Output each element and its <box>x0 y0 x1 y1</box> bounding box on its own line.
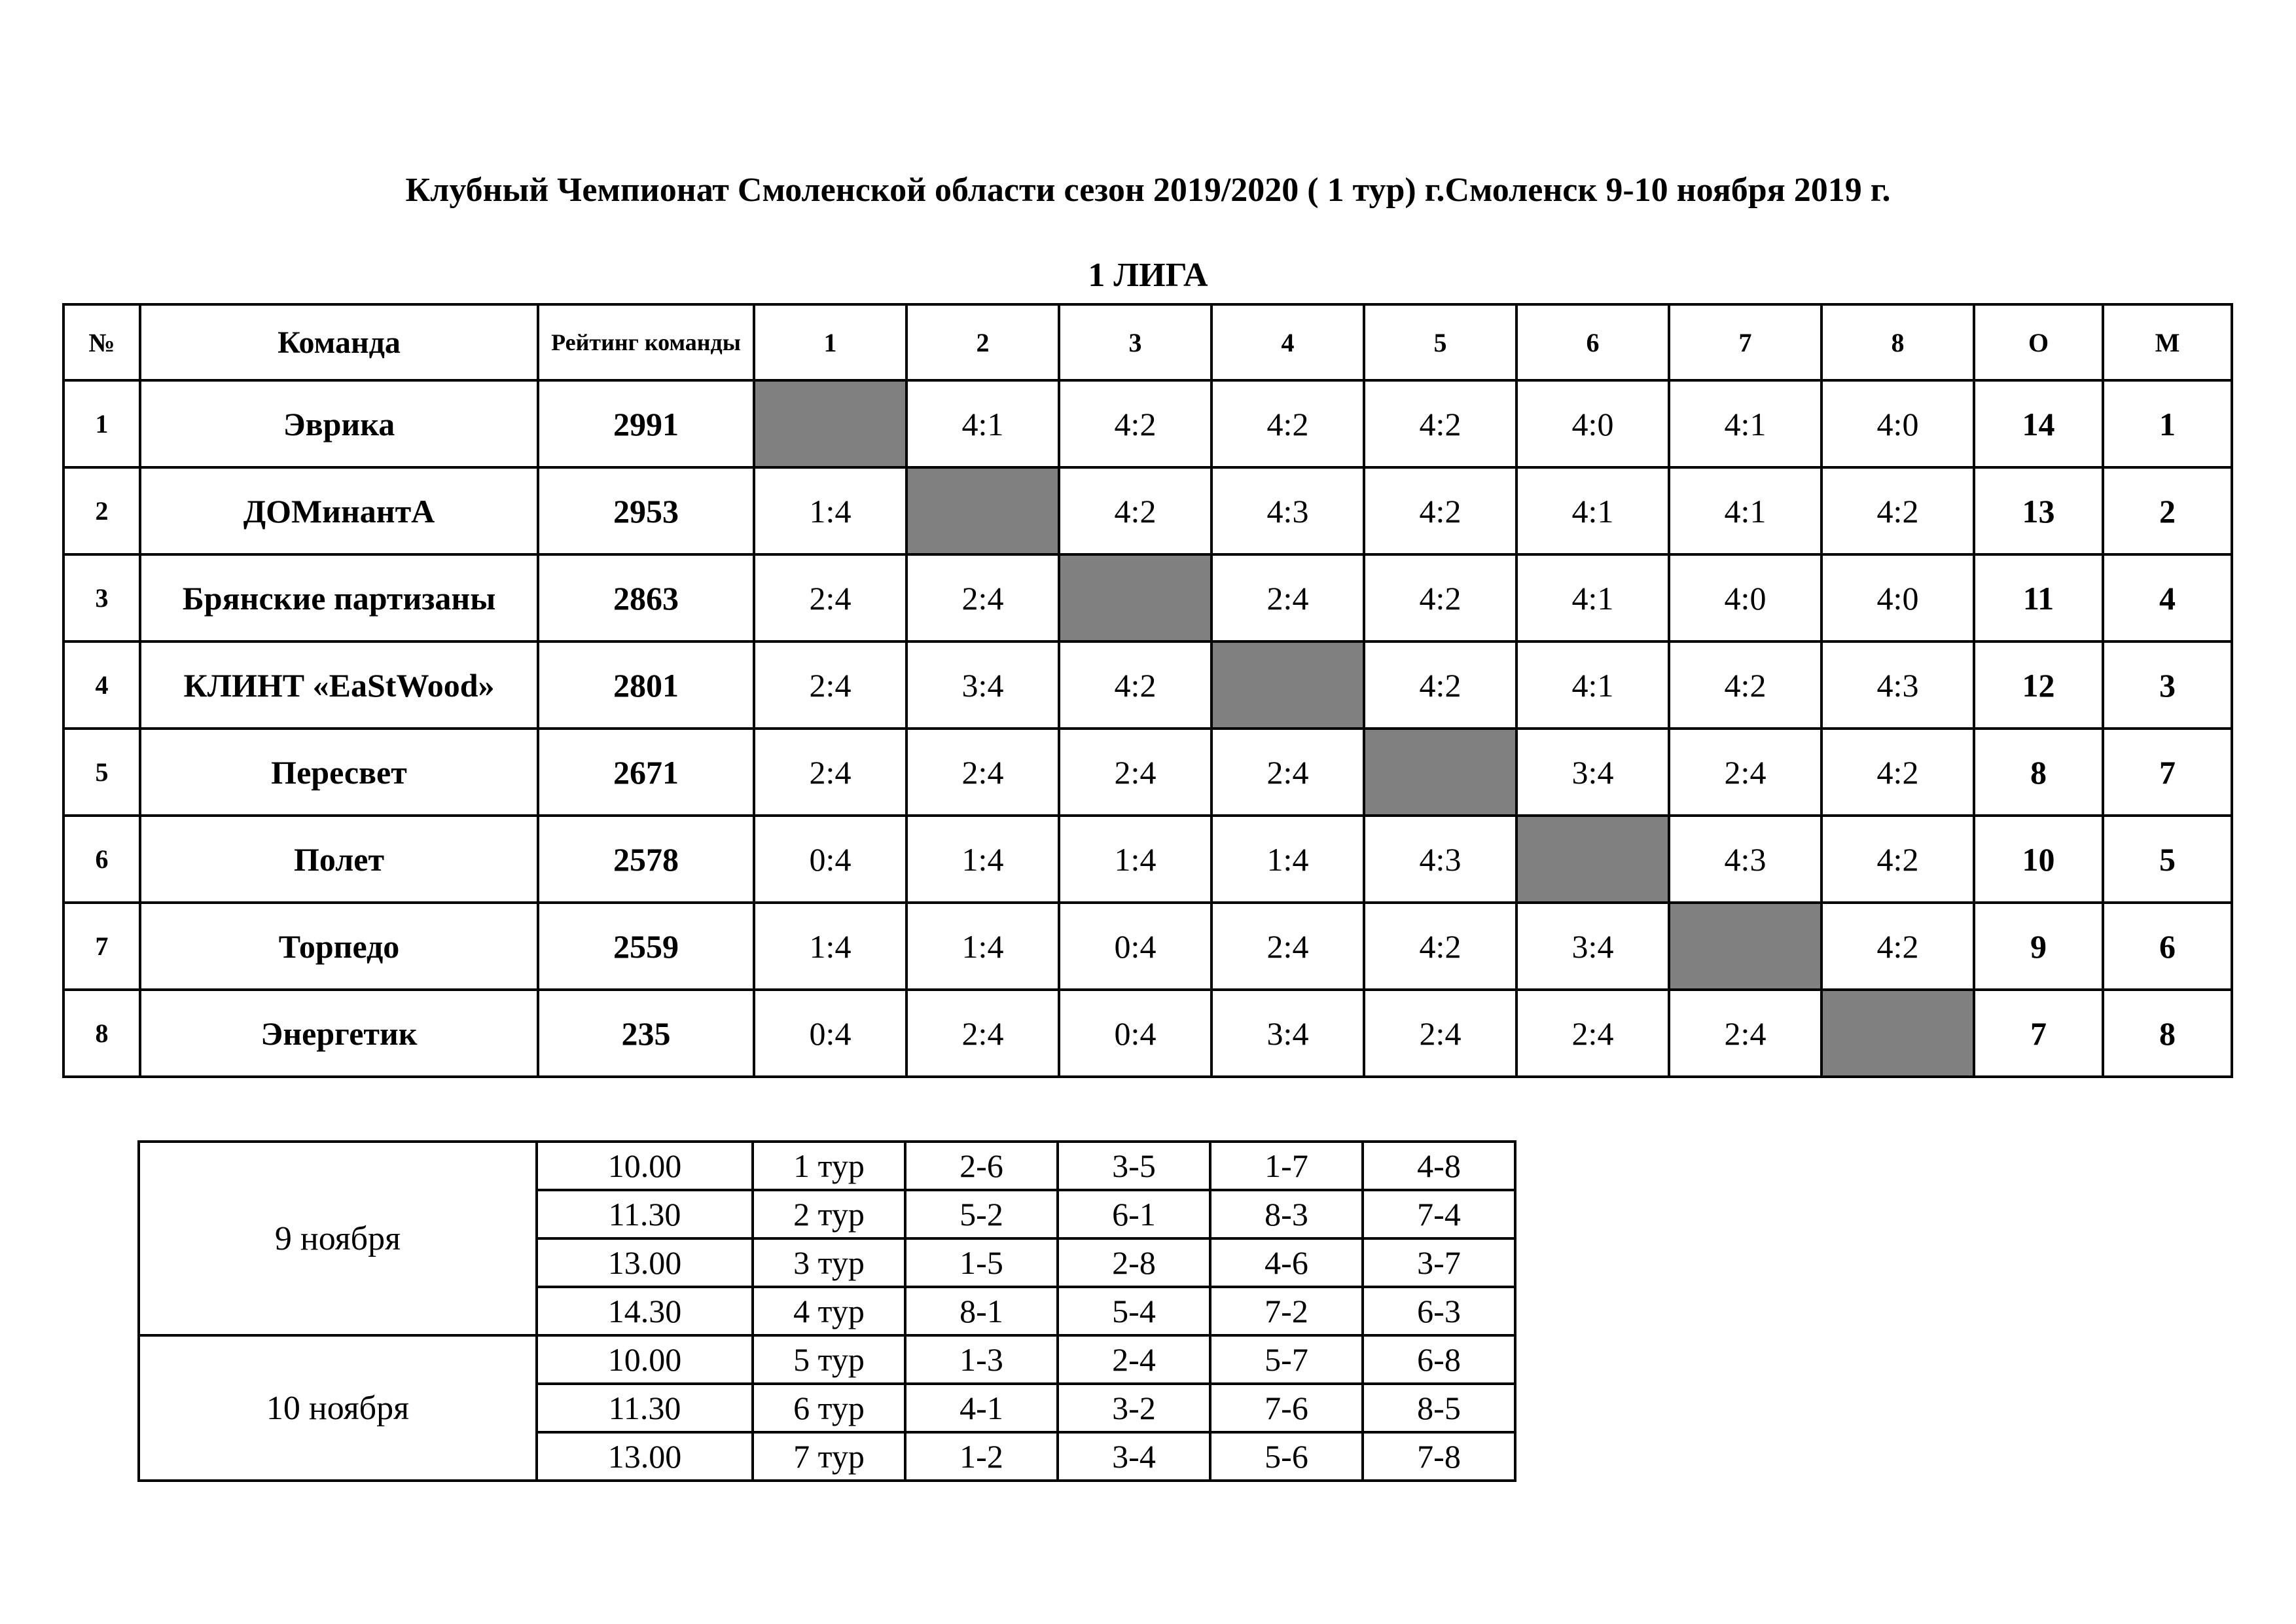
score-cell: 2:4 <box>1211 554 1364 641</box>
diagonal-cell <box>754 380 906 467</box>
schedule-date: 10 ноября <box>139 1335 537 1481</box>
schedule-time: 10.00 <box>537 1142 753 1190</box>
score-cell: 4:3 <box>1821 641 1974 729</box>
schedule-game: 2-4 <box>1058 1335 1210 1384</box>
score-cell: 4:3 <box>1364 816 1516 903</box>
schedule-game: 5-4 <box>1058 1287 1210 1335</box>
schedule-game: 8-3 <box>1210 1190 1363 1238</box>
table-row <box>63 816 2232 903</box>
diagonal-cell <box>1669 903 1821 990</box>
schedule-round: 6 тур <box>753 1384 905 1432</box>
team-name: Энергетик <box>140 990 538 1077</box>
score-cell: 4:2 <box>1364 554 1516 641</box>
score-cell: 2:4 <box>1211 903 1364 990</box>
schedule-game: 7-8 <box>1363 1432 1515 1481</box>
points-cell: 14 <box>1974 380 2103 467</box>
schedule-game: 6-1 <box>1058 1190 1210 1238</box>
schedule-game: 1-7 <box>1210 1142 1363 1190</box>
score-cell: 2:4 <box>1059 729 1211 816</box>
team-name: Брянские партизаны <box>140 554 538 641</box>
diagonal-cell <box>1211 641 1364 729</box>
header-points: О <box>1974 304 2103 380</box>
points-cell: 7 <box>1974 990 2103 1077</box>
place-cell: 2 <box>2103 467 2232 554</box>
team-name: Пересвет <box>140 729 538 816</box>
schedule-round: 4 тур <box>753 1287 905 1335</box>
schedule-game: 4-6 <box>1210 1238 1363 1287</box>
score-cell: 4:2 <box>1364 903 1516 990</box>
score-cell: 1:4 <box>1211 816 1364 903</box>
schedule-game: 8-1 <box>905 1287 1058 1335</box>
place-cell: 6 <box>2103 903 2232 990</box>
team-rating: 2953 <box>538 467 754 554</box>
score-cell: 2:4 <box>1211 729 1364 816</box>
diagonal-cell <box>906 467 1059 554</box>
score-cell: 0:4 <box>1059 903 1211 990</box>
results-header <box>63 304 2232 380</box>
header-rating: Рейтинг команды <box>538 304 754 380</box>
score-cell: 2:4 <box>754 729 906 816</box>
score-cell: 1:4 <box>1059 816 1211 903</box>
score-cell: 4:2 <box>1364 641 1516 729</box>
schedule-date: 9 ноября <box>139 1142 537 1335</box>
team-rating: 2863 <box>538 554 754 641</box>
header-opponent-4: 4 <box>1211 304 1364 380</box>
score-cell: 4:2 <box>1821 816 1974 903</box>
place-cell: 5 <box>2103 816 2232 903</box>
score-cell: 4:1 <box>1669 380 1821 467</box>
place-cell: 8 <box>2103 990 2232 1077</box>
score-cell: 4:2 <box>1821 729 1974 816</box>
schedule-game: 3-7 <box>1363 1238 1515 1287</box>
schedule-game: 8-5 <box>1363 1384 1515 1432</box>
score-cell: 4:1 <box>1516 467 1669 554</box>
schedule-round: 1 тур <box>753 1142 905 1190</box>
team-name: Полет <box>140 816 538 903</box>
schedule-time: 11.30 <box>537 1384 753 1432</box>
score-cell: 4:1 <box>1669 467 1821 554</box>
schedule-game: 4-1 <box>905 1384 1058 1432</box>
document-title: Клубный Чемпионат Смоленской области сезон 2019/2020 ( 1 тур) г.Смоленск 9-10 ноября 2019 г. <box>405 171 1891 209</box>
place-cell: 7 <box>2103 729 2232 816</box>
schedule-game: 1-3 <box>905 1335 1058 1384</box>
schedule-game: 1-5 <box>905 1238 1058 1287</box>
score-cell: 4:2 <box>1059 380 1211 467</box>
league-title: 1 ЛИГА <box>1088 257 1208 294</box>
schedule-game: 5-6 <box>1210 1432 1363 1481</box>
team-rating: 2559 <box>538 903 754 990</box>
score-cell: 2:4 <box>1516 990 1669 1077</box>
score-cell: 3:4 <box>1516 729 1669 816</box>
score-cell: 4:2 <box>1821 467 1974 554</box>
table-row <box>63 380 2232 467</box>
score-cell: 4:1 <box>1516 554 1669 641</box>
score-cell: 4:2 <box>1669 641 1821 729</box>
score-cell: 4:0 <box>1821 554 1974 641</box>
header-opponent-8: 8 <box>1821 304 1974 380</box>
points-cell: 9 <box>1974 903 2103 990</box>
table-row <box>63 641 2232 729</box>
team-name: Торпедо <box>140 903 538 990</box>
schedule-table <box>137 1140 1516 1482</box>
table-row <box>63 729 2232 816</box>
schedule-body <box>139 1142 1515 1481</box>
schedule-game: 5-7 <box>1210 1335 1363 1384</box>
team-number: 1 <box>63 380 140 467</box>
score-cell: 4:2 <box>1059 641 1211 729</box>
team-number: 8 <box>63 990 140 1077</box>
score-cell: 4:2 <box>1821 903 1974 990</box>
score-cell: 0:4 <box>754 990 906 1077</box>
results-table <box>62 303 2233 1078</box>
diagonal-cell <box>1516 816 1669 903</box>
score-cell: 3:4 <box>1211 990 1364 1077</box>
score-cell: 4:0 <box>1669 554 1821 641</box>
schedule-time: 11.30 <box>537 1190 753 1238</box>
score-cell: 4:2 <box>1364 380 1516 467</box>
header-place: М <box>2103 304 2232 380</box>
schedule-row <box>139 1142 1515 1190</box>
schedule-round: 3 тур <box>753 1238 905 1287</box>
results-header-row <box>63 304 2232 380</box>
score-cell: 2:4 <box>906 554 1059 641</box>
header-opponent-7: 7 <box>1669 304 1821 380</box>
schedule-game: 7-6 <box>1210 1384 1363 1432</box>
score-cell: 1:4 <box>754 903 906 990</box>
header-opponent-3: 3 <box>1059 304 1211 380</box>
team-number: 5 <box>63 729 140 816</box>
score-cell: 2:4 <box>1669 729 1821 816</box>
team-rating: 2801 <box>538 641 754 729</box>
score-cell: 1:4 <box>754 467 906 554</box>
schedule-game: 6-8 <box>1363 1335 1515 1384</box>
score-cell: 2:4 <box>754 641 906 729</box>
schedule-game: 2-8 <box>1058 1238 1210 1287</box>
team-name: ДОМинантА <box>140 467 538 554</box>
schedule-game: 3-5 <box>1058 1142 1210 1190</box>
header-no: № <box>63 304 140 380</box>
table-row <box>63 903 2232 990</box>
schedule-round: 2 тур <box>753 1190 905 1238</box>
score-cell: 2:4 <box>906 729 1059 816</box>
team-number: 7 <box>63 903 140 990</box>
schedule-game: 7-4 <box>1363 1190 1515 1238</box>
header-opponent-2: 2 <box>906 304 1059 380</box>
diagonal-cell <box>1821 990 1974 1077</box>
score-cell: 4:0 <box>1821 380 1974 467</box>
team-rating: 2578 <box>538 816 754 903</box>
schedule-round: 5 тур <box>753 1335 905 1384</box>
team-number: 4 <box>63 641 140 729</box>
table-row <box>63 554 2232 641</box>
points-cell: 8 <box>1974 729 2103 816</box>
schedule-time: 10.00 <box>537 1335 753 1384</box>
place-cell: 3 <box>2103 641 2232 729</box>
schedule-time: 14.30 <box>537 1287 753 1335</box>
score-cell: 2:4 <box>1364 990 1516 1077</box>
team-name: Эврика <box>140 380 538 467</box>
score-cell: 1:4 <box>906 816 1059 903</box>
header-opponent-1: 1 <box>754 304 906 380</box>
score-cell: 4:2 <box>1059 467 1211 554</box>
team-rating: 235 <box>538 990 754 1077</box>
score-cell: 1:4 <box>906 903 1059 990</box>
schedule-game: 1-2 <box>905 1432 1058 1481</box>
score-cell: 4:3 <box>1669 816 1821 903</box>
team-number: 2 <box>63 467 140 554</box>
points-cell: 11 <box>1974 554 2103 641</box>
score-cell: 0:4 <box>754 816 906 903</box>
table-row <box>63 467 2232 554</box>
diagonal-cell <box>1059 554 1211 641</box>
schedule-game: 4-8 <box>1363 1142 1515 1190</box>
team-number: 3 <box>63 554 140 641</box>
score-cell: 2:4 <box>1669 990 1821 1077</box>
schedule-row <box>139 1335 1515 1384</box>
score-cell: 3:4 <box>1516 903 1669 990</box>
score-cell: 4:0 <box>1516 380 1669 467</box>
score-cell: 4:1 <box>906 380 1059 467</box>
score-cell: 4:1 <box>1516 641 1669 729</box>
schedule-round: 7 тур <box>753 1432 905 1481</box>
score-cell: 4:3 <box>1211 467 1364 554</box>
schedule-time: 13.00 <box>537 1432 753 1481</box>
diagonal-cell <box>1364 729 1516 816</box>
team-name: КЛИНТ «EaStWood» <box>140 641 538 729</box>
score-cell: 0:4 <box>1059 990 1211 1077</box>
header-opponent-6: 6 <box>1516 304 1669 380</box>
score-cell: 4:2 <box>1211 380 1364 467</box>
score-cell: 2:4 <box>906 990 1059 1077</box>
score-cell: 4:2 <box>1364 467 1516 554</box>
header-opponent-5: 5 <box>1364 304 1516 380</box>
place-cell: 1 <box>2103 380 2232 467</box>
points-cell: 13 <box>1974 467 2103 554</box>
table-row <box>63 990 2232 1077</box>
score-cell: 3:4 <box>906 641 1059 729</box>
schedule-game: 3-2 <box>1058 1384 1210 1432</box>
score-cell: 2:4 <box>754 554 906 641</box>
schedule-game: 7-2 <box>1210 1287 1363 1335</box>
schedule-game: 6-3 <box>1363 1287 1515 1335</box>
schedule-time: 13.00 <box>537 1238 753 1287</box>
team-rating: 2991 <box>538 380 754 467</box>
schedule-game: 5-2 <box>905 1190 1058 1238</box>
points-cell: 12 <box>1974 641 2103 729</box>
schedule-game: 2-6 <box>905 1142 1058 1190</box>
results-body <box>63 380 2232 1077</box>
team-number: 6 <box>63 816 140 903</box>
points-cell: 10 <box>1974 816 2103 903</box>
place-cell: 4 <box>2103 554 2232 641</box>
team-rating: 2671 <box>538 729 754 816</box>
schedule-game: 3-4 <box>1058 1432 1210 1481</box>
header-team: Команда <box>140 304 538 380</box>
